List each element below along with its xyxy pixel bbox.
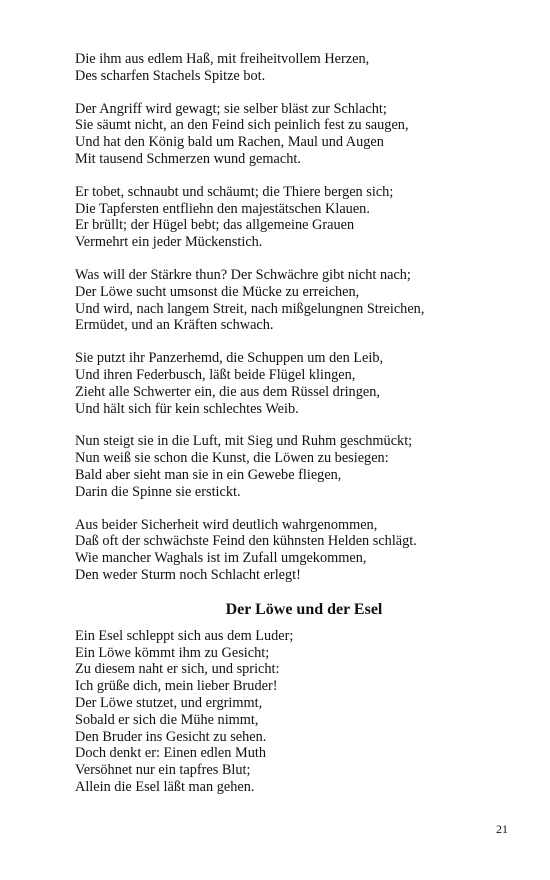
poem-continued: [75, 51, 495, 584]
verse-line: Der Angriff wird gewagt; sie selber bläst zur Schlacht;: [75, 100, 387, 117]
verse-line: Und ihren Federbusch, läßt beide Flügel klingen,: [75, 366, 356, 383]
stanza: [75, 101, 495, 168]
verse-line: Ermüdet, und an Kräften schwach.: [75, 317, 274, 334]
verse-line: Und wird, nach langem Streit, nach mißgelungnen Streichen,: [75, 300, 425, 317]
verse-line: Wie mancher Waghals ist im Zufall umgekommen,: [75, 550, 367, 567]
stanza: [75, 184, 495, 251]
poem-body: [75, 628, 495, 796]
verse-line: Nun steigt sie in die Luft, mit Sieg und Ruhm geschmückt;: [75, 433, 413, 450]
verse-line: Bald aber sieht man sie in ein Gewebe fliegen,: [75, 466, 342, 483]
verse-line: Nun weiß sie schon die Kunst, die Löwen zu besiegen:: [75, 450, 389, 467]
verse-line: Ein Löwe kömmt ihm zu Gesicht;: [75, 644, 270, 661]
verse-line: Was will der Stärkre thun? Der Schwächre gibt nicht nach;: [75, 266, 411, 283]
verse-line: Und hat den König bald um Rachen, Maul und Augen: [75, 134, 384, 151]
verse-line: Des scharfen Stachels Spitze bot.: [75, 67, 266, 84]
verse-line: Daß oft der schwächste Feind den kühnsten Helden schlägt.: [75, 533, 417, 550]
verse-line: Er brüllt; der Hügel bebt; das allgemeine Grauen: [75, 217, 355, 234]
page-number: 21: [496, 822, 508, 836]
verse-line: Mit tausend Schmerzen wund gemacht.: [75, 150, 301, 167]
poem-title: Der Löwe und der Esel: [225, 600, 383, 618]
stanza: [75, 51, 495, 85]
verse-line: Der Löwe stutzet, und ergrimmt,: [75, 694, 263, 711]
verse-line: Die Tapfersten entfliehn den majestätschen Klauen.: [75, 200, 370, 217]
verse-line: Vermehrt ein jeder Mückenstich.: [75, 234, 263, 251]
stanza: [75, 350, 495, 417]
verse-line: Darin die Spinne sie erstickt.: [75, 483, 241, 500]
verse-line: Doch denkt er: Einen edlen Muth: [75, 745, 266, 762]
verse-line: Die ihm aus edlem Haß, mit freiheitvollem Herzen,: [75, 51, 370, 67]
verse-line: Ich grüße dich, mein lieber Bruder!: [75, 678, 278, 695]
verse-line: Sie putzt ihr Panzerhemd, die Schuppen um den Leib,: [75, 350, 384, 367]
verse-line: Allein die Esel läßt man gehen.: [75, 778, 255, 795]
stanza: [75, 267, 495, 334]
verse-line: Er tobet, schnaubt und schäumt; die Thiere bergen sich;: [75, 183, 394, 200]
text-block: [75, 51, 495, 796]
verse-line: Der Löwe sucht umsonst die Mücke zu erreichen,: [75, 283, 360, 300]
verse-line: Sie säumt nicht, an den Feind sich peinlich fest zu saugen,: [75, 117, 409, 134]
verse-line: Den Bruder ins Gesicht zu sehen.: [75, 728, 267, 745]
stanza: [75, 433, 495, 500]
verse-line: Und hält sich für kein schlechtes Weib.: [75, 400, 299, 417]
verse-line: Versöhnet nur ein tapfres Blut;: [75, 762, 251, 779]
verse-line: Den weder Sturm noch Schlacht erlegt!: [75, 566, 301, 583]
verse-line: Zieht alle Schwerter ein, die aus dem Rüssel dringen,: [75, 383, 380, 400]
verse-line: Zu diesem naht er sich, und spricht:: [75, 661, 280, 678]
verse-line: Ein Esel schleppt sich aus dem Luder;: [75, 627, 294, 644]
stanza: [75, 517, 495, 584]
verse-line: Sobald er sich die Mühe nimmt,: [75, 711, 259, 728]
verse-line: Aus beider Sicherheit wird deutlich wahrgenommen,: [75, 516, 378, 533]
